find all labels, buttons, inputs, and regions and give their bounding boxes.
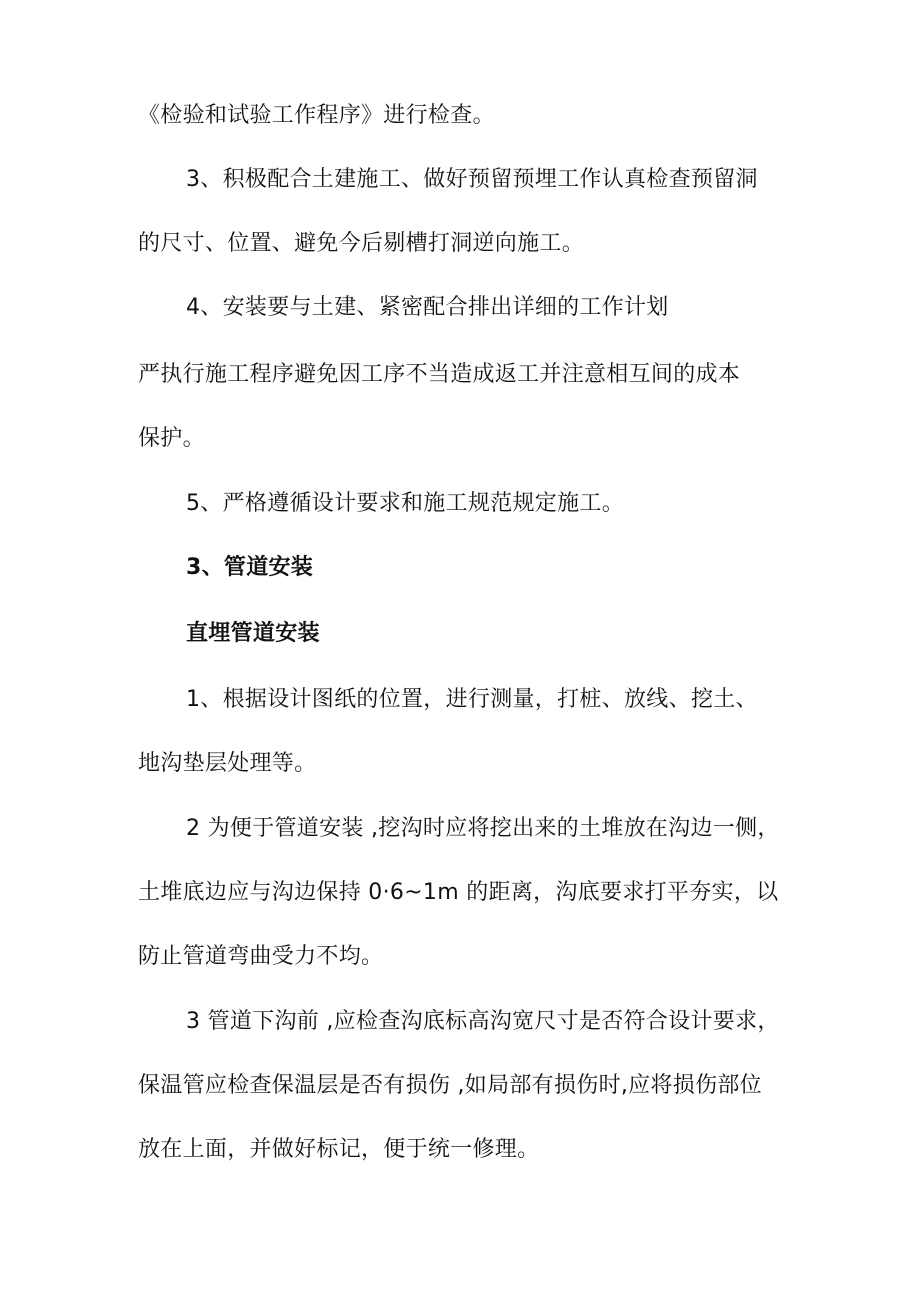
paragraph-line: 4、安装要与土建、紧密配合排出详细的工作计划	[186, 295, 669, 320]
paragraph-line: 3、积极配合土建施工、做好预留预埋工作认真检查预留洞	[186, 167, 758, 192]
paragraph-line: 2 为便于管道安装 ,挖沟时应将挖出来的土堆放在沟边一侧，	[186, 816, 780, 841]
paragraph-line: 《检验和试验工作程序》进行检查。	[138, 103, 495, 128]
paragraph-line: 保护。	[138, 426, 205, 451]
subsection-heading: 直埋管道安装	[186, 621, 320, 646]
paragraph-line: 3 管道下沟前 ,应检查沟底标高沟宽尺寸是否符合设计要求，	[186, 1009, 780, 1034]
paragraph-line: 的尺寸、位置、避免今后剔槽打洞逆向施工。	[138, 231, 585, 256]
section-heading: 3、管道安装	[186, 555, 314, 580]
paragraph-line: 土堆底边应与沟边保持 0·6~1m 的距离，沟底要求打平夯实，以	[138, 880, 779, 905]
paragraph-line: 保温管应检查保温层是否有损伤 ,如局部有损伤时,应将损伤部位	[138, 1073, 762, 1098]
paragraph-line: 放在上面，并做好标记，便于统一修理。	[138, 1137, 540, 1162]
paragraph-line: 地沟垫层处理等。	[138, 751, 317, 776]
paragraph-line: 5、严格遵循设计要求和施工规范规定施工。	[186, 491, 624, 516]
paragraph-line: 1、根据设计图纸的位置，进行测量，打桩、放线、挖土、	[186, 687, 758, 712]
paragraph-line: 防止管道弯曲受力不均。	[138, 944, 384, 969]
paragraph-line: 严执行施工程序避免因工序不当造成返工并注意相互间的成本	[138, 362, 741, 387]
